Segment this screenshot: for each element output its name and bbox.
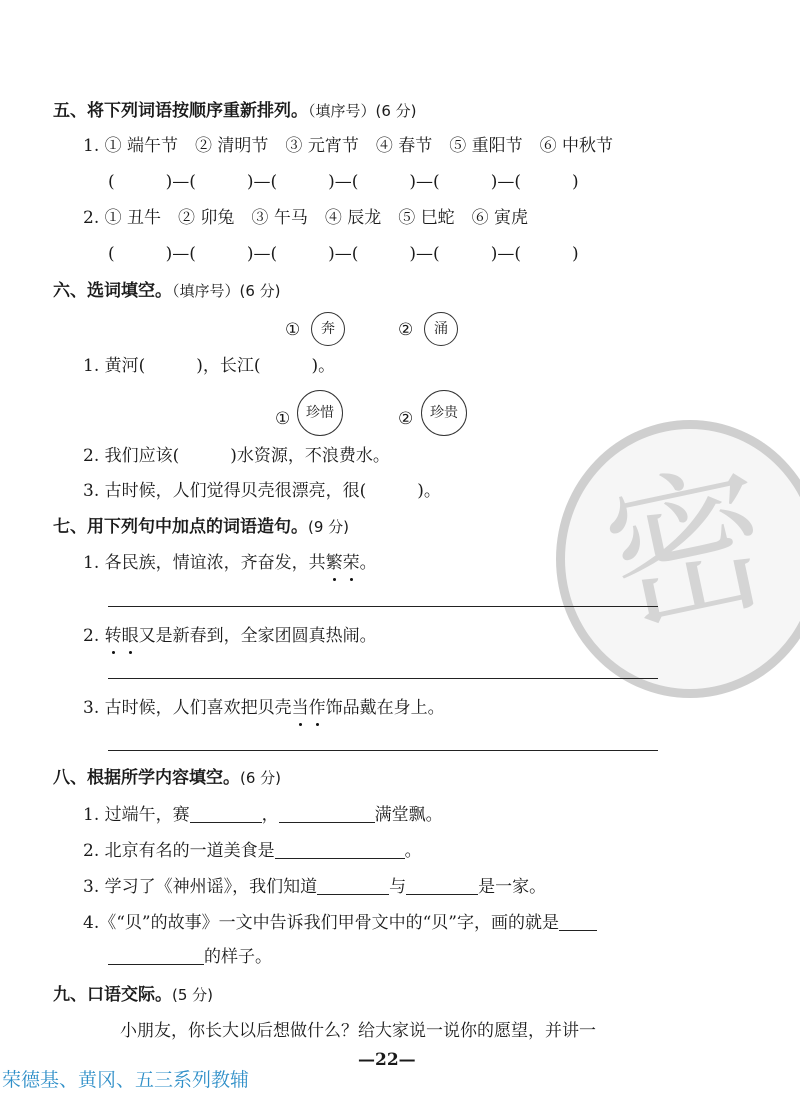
s8-q3-text-c: 是一家。 [478, 877, 547, 897]
s8-q1-text-b: ， [261, 805, 279, 825]
s7-q3-emph-1: 当 [291, 698, 309, 718]
s8-q1-text-a: 1. 过端午，赛 [83, 805, 190, 825]
s7-answer-line-1[interactable] [108, 606, 658, 607]
s8-q1-text-c: 满堂飘。 [374, 805, 443, 825]
s8-question-1 [83, 803, 443, 827]
section-6-note: （填序号）(6 分) [172, 282, 281, 300]
s7-q2-emph-2: 眼 [121, 626, 139, 646]
s6-option-1-num: ① [285, 320, 301, 340]
s6-option-2-num: ② [398, 320, 414, 340]
section-5-heading [53, 99, 417, 123]
s7-answer-line-2[interactable] [108, 678, 658, 679]
publisher-footer: 荣德基、黄冈、五三系列教辅 [2, 1069, 250, 1091]
section-8-note: (6 分) [240, 769, 282, 787]
s7-question-2 [83, 624, 377, 648]
s7-q3-end: 饰品戴在身上。 [325, 698, 445, 718]
s7-question-3 [83, 696, 445, 720]
s8-q4-blank-2[interactable] [108, 946, 204, 965]
s7-answer-line-3[interactable] [108, 750, 658, 751]
section-8-heading [53, 766, 281, 790]
section-5-note: （填序号）(6 分) [308, 102, 417, 120]
s6-question-3[interactable]: 3. 古时候，人们觉得贝壳很漂亮，很( )。 [83, 481, 441, 501]
page-number: —22— [358, 1050, 416, 1070]
s8-q1-blank-1[interactable] [190, 804, 262, 823]
s7-q1-end: 。 [359, 553, 377, 573]
secret-stamp-char: 密 [590, 441, 786, 658]
section-5-title: 五、将下列词语按顺序重新排列。 [53, 101, 308, 121]
s7-q3-emph-2: 作 [308, 698, 326, 718]
section-6-heading [53, 279, 281, 303]
s6-question-2[interactable]: 2. 我们应该( )水资源，不浪费水。 [83, 446, 390, 466]
s6-question-1[interactable]: 1. 黄河( )，长江( )。 [83, 356, 336, 376]
section-6-title: 六、选词填空。 [53, 281, 172, 301]
s8-q2-blank[interactable] [275, 840, 405, 859]
section-7-heading [53, 515, 349, 539]
s8-q2-text-a: 2. 北京有名的一道美食是 [83, 841, 275, 861]
s5-question-2-blanks[interactable]: ( )—( )—( )—( )—( )—( ) [108, 244, 579, 264]
s5-question-2: 2. ① 丑牛 ② 卯兔 ③ 午马 ④ 辰龙 ⑤ 巳蛇 ⑥ 寅虎 [83, 208, 529, 228]
s7-q2-num: 2. [83, 626, 105, 646]
s6-option-4-word: 珍贵 [421, 390, 467, 436]
section-7-title: 七、用下列句中加点的词语造句。 [53, 517, 308, 537]
s8-question-3 [83, 875, 546, 899]
s8-q1-blank-2[interactable] [279, 804, 375, 823]
s8-question-4 [83, 911, 597, 935]
section-9-note: (5 分) [172, 986, 214, 1004]
s6-option-1-word: 奔 [311, 312, 345, 346]
section-8-title: 八、根据所学内容填空。 [53, 768, 240, 788]
s6-option-2-word: 涌 [424, 312, 458, 346]
s8-q4-text-b: 的样子。 [204, 947, 272, 967]
s7-q2-emph-1: 转 [104, 626, 122, 646]
section-7-note: (9 分) [308, 518, 350, 536]
s9-text: 小朋友，你长大以后想做什么？给大家说一说你的愿望，并讲一 [120, 1021, 596, 1041]
s7-q2-text: 又是新春到，全家团圆真热闹。 [138, 626, 377, 646]
s8-q3-text-a: 3. 学习了《神州谣》，我们知道 [83, 877, 318, 897]
s8-q4-blank-1[interactable] [559, 912, 597, 931]
s8-q3-blank-1[interactable] [317, 876, 389, 895]
s8-q4-text-a: 4.《“贝”的故事》一文中告诉我们甲骨文中的“贝”字，画的就是 [83, 913, 559, 933]
s7-q1-emph-2: 荣 [342, 553, 360, 573]
s8-question-2 [83, 839, 422, 863]
s6-option-4-num: ② [398, 409, 414, 429]
s5-question-1: 1. ① 端午节 ② 清明节 ③ 元宵节 ④ 春节 ⑤ 重阳节 ⑥ 中秋节 [83, 136, 614, 156]
section-9-title: 九、口语交际。 [53, 985, 172, 1005]
s8-q3-text-b: 与 [389, 877, 407, 897]
s8-question-4-cont [108, 945, 272, 969]
s8-q3-blank-2[interactable] [406, 876, 478, 895]
s8-q2-text-b: 。 [404, 841, 422, 861]
s7-question-1 [83, 551, 377, 575]
section-9-heading [53, 983, 213, 1007]
s6-option-3-num: ① [275, 409, 291, 429]
s6-option-3-word: 珍惜 [297, 390, 343, 436]
s7-q1-text: 1. 各民族，情谊浓，齐奋发，共 [83, 553, 326, 573]
s7-q3-text: 3. 古时候，人们喜欢把贝壳 [83, 698, 292, 718]
s7-q1-emph-1: 繁 [325, 553, 343, 573]
s5-question-1-blanks[interactable]: ( )—( )—( )—( )—( )—( ) [108, 172, 579, 192]
